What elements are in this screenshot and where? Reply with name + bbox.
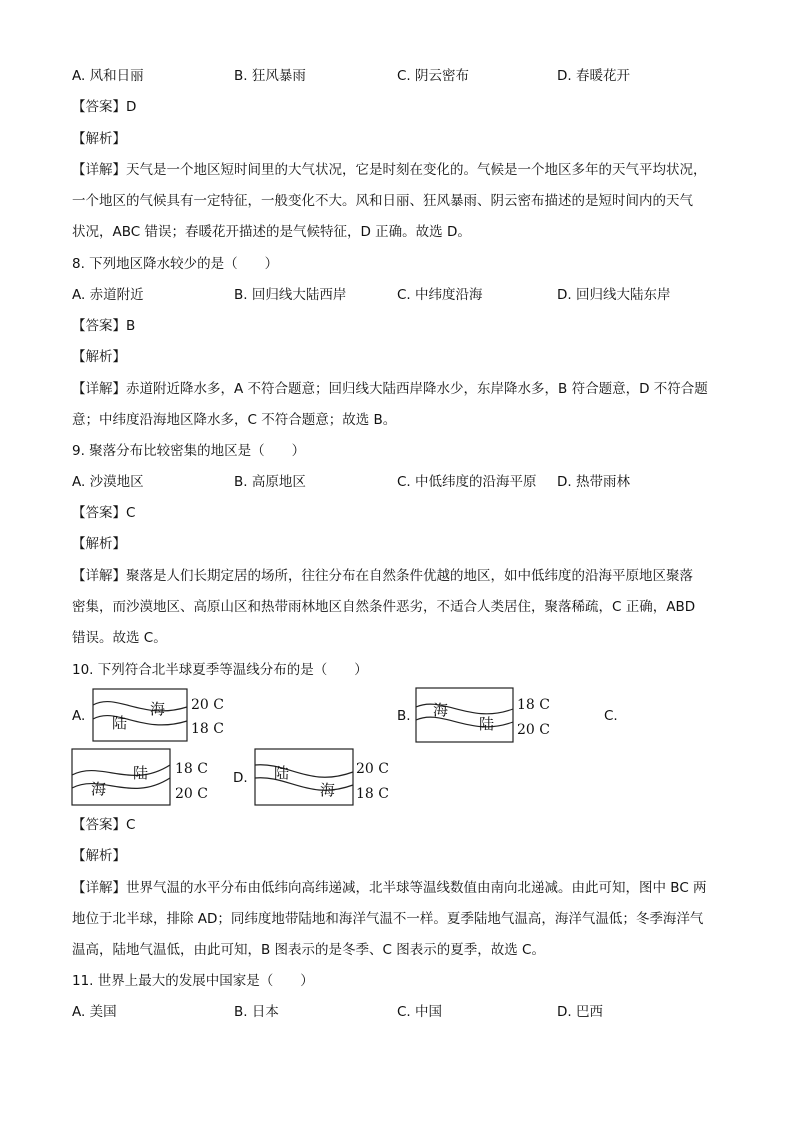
detail-line: 一个地区的气候具有一定特征，一般变化不大。风和日丽、狂风暴雨、阴云密布描述的是短时间内的天气 bbox=[72, 193, 693, 209]
q10-analysis-tag: 【解析】 bbox=[72, 848, 126, 864]
land-label: 陆 bbox=[479, 715, 495, 733]
temp-top: 18 C bbox=[175, 761, 208, 777]
isotherm-diagram-b bbox=[415, 687, 555, 745]
q7-option-d: D. 春暖花开 bbox=[557, 68, 630, 84]
detail-line: 错误。故选 C。 bbox=[72, 630, 167, 646]
detail-line: 状况，ABC 错误；春暖花开描述的是气候特征，D 正确。故选 D。 bbox=[72, 224, 471, 240]
q8-option-d: D. 回归线大陆东岸 bbox=[557, 287, 671, 303]
answer-value: C bbox=[126, 817, 136, 833]
answer-value: B bbox=[126, 318, 136, 334]
detail-line: 地位于北半球，排除 AD；同纬度地带陆地和海洋气温不一样。夏季陆地气温高，海洋气温低；冬季海洋气 bbox=[72, 911, 704, 927]
isotherm-diagram-c bbox=[71, 748, 211, 808]
detail-line: 【详解】赤道附近降水多，A 不符合题意；回归线大陆西岸降水少，东岸降水多，B 符合题意，D 不符合题 bbox=[72, 381, 708, 397]
isotherm-line bbox=[255, 765, 353, 777]
isotherm-line bbox=[416, 704, 513, 714]
temp-top: 20 C bbox=[356, 761, 389, 777]
q8-stem: 8. 下列地区降水较少的是（ ） bbox=[72, 256, 279, 272]
q11-stem: 11. 世界上最大的发展中国家是（ ） bbox=[72, 973, 314, 989]
q9-detail bbox=[72, 567, 724, 660]
q9-answer bbox=[72, 504, 135, 522]
answer-tag: 【答案】 bbox=[72, 505, 126, 521]
answer-tag: 【答案】 bbox=[72, 99, 126, 115]
q7-option-c: C. 阴云密布 bbox=[397, 68, 470, 84]
land-label: 陆 bbox=[274, 764, 290, 782]
isotherm-line bbox=[255, 778, 353, 790]
answer-tag: 【答案】 bbox=[72, 318, 126, 334]
isotherm-diagram-a bbox=[92, 688, 227, 744]
isotherm-line bbox=[93, 716, 187, 725]
q10-stem: 10. 下列符合北半球夏季等温线分布的是（ ） bbox=[72, 662, 368, 678]
q7-detail bbox=[72, 161, 724, 254]
land-label: 陆 bbox=[112, 714, 128, 732]
q9-option-c: C. 中低纬度的沿海平原 bbox=[397, 474, 537, 490]
q8-option-b: B. 回归线大陆西岸 bbox=[234, 287, 347, 303]
q8-option-c: C. 中纬度沿海 bbox=[397, 287, 483, 303]
detail-tag: 【详解】 bbox=[72, 568, 126, 584]
temp-top: 20 C bbox=[191, 697, 224, 713]
q8-answer bbox=[72, 317, 135, 335]
detail-line: 温高，陆地气温低，由此可知，B 图表示的是冬季、C 图表示的夏季，故选 C。 bbox=[72, 942, 545, 958]
q10-option-letter-a: A. bbox=[72, 708, 86, 724]
q10-answer bbox=[72, 816, 135, 834]
answer-tag: 【答案】 bbox=[72, 817, 126, 833]
isotherm-line bbox=[416, 717, 513, 727]
q7-option-a: A. 风和日丽 bbox=[72, 68, 144, 84]
detail-tag: 【详解】 bbox=[72, 880, 126, 896]
detail-line: 【详解】天气是一个地区短时间里的大气状况，它是时刻在变化的。气候是一个地区多年的天气平均状况， bbox=[72, 162, 707, 178]
detail-line: 【详解】世界气温的水平分布由低纬向高纬递减，北半球等温线数值由南向北递减。由此可知，图中 BC 两 bbox=[72, 880, 707, 896]
q11-option-c: C. 中国 bbox=[397, 1004, 443, 1020]
q8-detail bbox=[72, 380, 724, 442]
temp-top: 18 C bbox=[517, 697, 550, 713]
q9-option-b: B. 高原地区 bbox=[234, 474, 306, 490]
isotherm-diagram-d bbox=[254, 748, 394, 808]
detail-tag: 【详解】 bbox=[72, 162, 126, 178]
q10-detail bbox=[72, 879, 724, 972]
q9-analysis-tag: 【解析】 bbox=[72, 536, 126, 552]
isotherm-line bbox=[72, 765, 170, 775]
q7-option-b: B. 狂风暴雨 bbox=[234, 68, 306, 84]
detail-line: 【详解】聚落是人们长期定居的场所，往往分布在自然条件优越的地区，如中低纬度的沿海平原地区聚落 bbox=[72, 568, 693, 584]
q8-option-a: A. 赤道附近 bbox=[72, 287, 144, 303]
temp-bottom: 18 C bbox=[191, 721, 224, 737]
temp-bottom: 18 C bbox=[356, 786, 389, 802]
q11-option-b: B. 日本 bbox=[234, 1004, 279, 1020]
sea-label: 海 bbox=[150, 700, 166, 718]
sea-label: 海 bbox=[91, 780, 107, 798]
temp-bottom: 20 C bbox=[517, 722, 550, 738]
q11-option-d: D. 巴西 bbox=[557, 1004, 603, 1020]
isotherm-line bbox=[93, 702, 187, 711]
q11-option-a: A. 美国 bbox=[72, 1004, 117, 1020]
detail-line: 意；中纬度沿海地区降水多，C 不符合题意；故选 B。 bbox=[72, 412, 397, 428]
q9-option-d: D. 热带雨林 bbox=[557, 474, 630, 490]
temp-bottom: 20 C bbox=[175, 786, 208, 802]
detail-tag: 【详解】 bbox=[72, 381, 126, 397]
q8-analysis-tag: 【解析】 bbox=[72, 349, 126, 365]
sea-label: 海 bbox=[433, 701, 449, 719]
q10-option-letter-c: C. bbox=[604, 708, 618, 724]
answer-value: C bbox=[126, 505, 136, 521]
land-label: 陆 bbox=[133, 764, 149, 782]
q7-analysis-tag: 【解析】 bbox=[72, 131, 126, 147]
q7-answer bbox=[72, 98, 136, 116]
isotherm-line bbox=[72, 778, 170, 788]
answer-value: D bbox=[126, 99, 137, 115]
q10-option-letter-b: B. bbox=[397, 708, 411, 724]
sea-label: 海 bbox=[320, 781, 336, 799]
q9-option-a: A. 沙漠地区 bbox=[72, 474, 144, 490]
detail-line: 密集，而沙漠地区、高原山区和热带雨林地区自然条件恶劣，不适合人类居住，聚落稀疏，C 正确，ABD bbox=[72, 599, 696, 615]
q10-option-letter-d: D. bbox=[233, 770, 248, 786]
q9-stem: 9. 聚落分布比较密集的地区是（ ） bbox=[72, 443, 306, 459]
